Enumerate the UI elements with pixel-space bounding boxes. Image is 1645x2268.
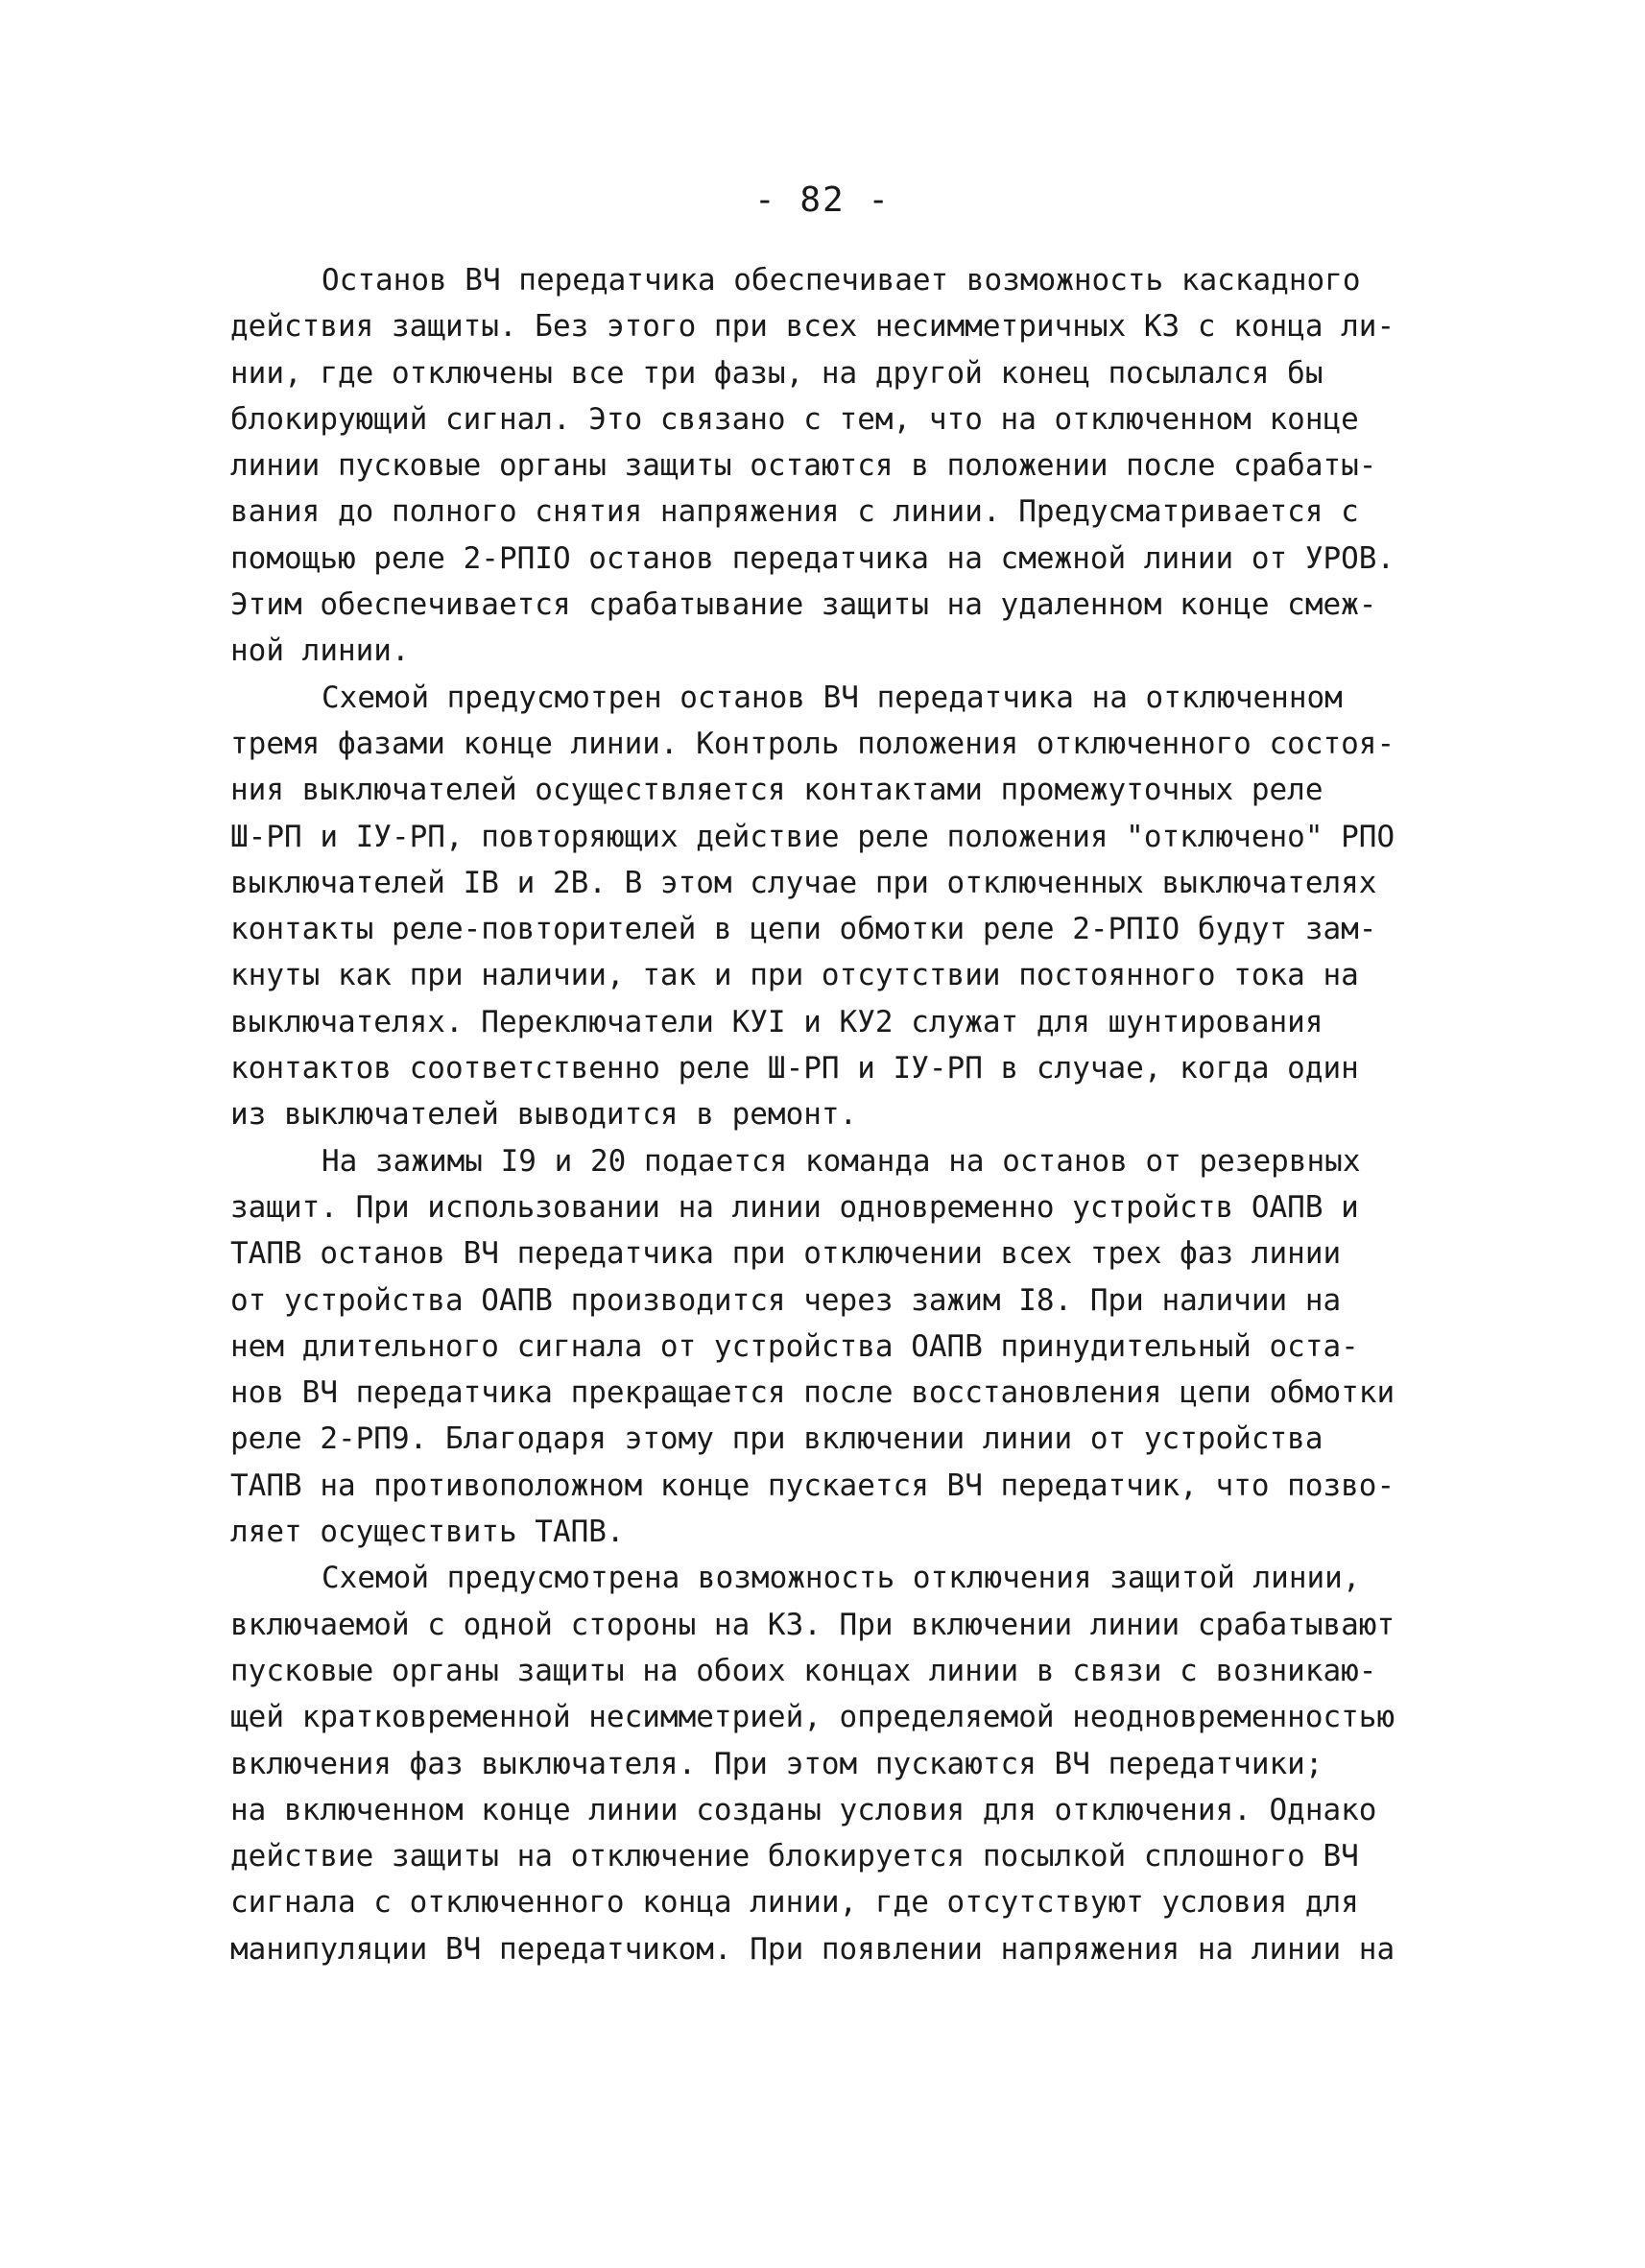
text-line: защит. При использовании на линии одновременно устройств ОАПВ и [230, 1189, 1359, 1225]
text-line: выключателях. Переключатели КУI и КУ2 служат для шунтирования [230, 1004, 1323, 1039]
text-line: из выключателей выводится в ремонт. [230, 1097, 858, 1133]
text-line: ния выключателей осуществляется контактами промежуточных реле [230, 773, 1323, 808]
text-line: Останов ВЧ передатчика обеспечивает возможность каскадного [322, 263, 1361, 298]
text-line: реле 2-РП9. Благодаря этому при включении линии от устройства [230, 1421, 1323, 1457]
text-line: помощью реле 2-РПIО останов передатчика на смежной линии от УРОВ. [230, 540, 1395, 576]
text-line: контактов соответственно реле Ш-РП и IУ-РП в случае, когда один [230, 1051, 1359, 1086]
text-line: нии, где отключены все три фазы, на другой конец посылался бы [230, 355, 1323, 391]
text-line: ной линии. [230, 633, 410, 669]
text-line: действия защиты. Без этого при всех несимметричных КЗ с конца ли- [230, 309, 1395, 345]
text-line: ТАПВ на противоположном конце пускается ВЧ передатчик, что позво- [230, 1468, 1395, 1503]
text-line: от устройства ОАПВ производится через зажим I8. При наличии на [230, 1282, 1342, 1318]
text-line: Этим обеспечивается срабатывание защиты на удаленном конце смеж- [230, 587, 1377, 623]
text-line: линии пусковые органы защиты остаются в положении после срабаты- [230, 448, 1377, 484]
text-line: выключателей IВ и 2В. В этом случае при отключенных выключателях [230, 865, 1377, 900]
text-line: щей кратковременной несимметрией, определяемой неодновременностью [230, 1700, 1395, 1735]
text-line: пусковые органы защиты на обоих концах линии в связи с возникаю- [230, 1653, 1377, 1688]
text-line: сигнала с отключенного конца линии, где отсутствуют условия для [230, 1885, 1359, 1921]
text-line: включаемой с одной стороны на КЗ. При включении линии срабатывают [230, 1607, 1395, 1642]
text-line: блокирующий сигнал. Это связано с тем, что на отключенном конце [230, 401, 1359, 437]
text-line: нов ВЧ передатчика прекращается после восстановления цепи обмотки [230, 1375, 1395, 1411]
body-text [230, 257, 1478, 1972]
text-line: Схемой предусмотрена возможность отключения защитой линии, [322, 1561, 1361, 1596]
text-line: тремя фазами конце линии. Контроль положения отключенного состоя- [230, 726, 1395, 761]
text-line: ляет осуществить ТАПВ. [230, 1515, 625, 1550]
text-line: включения фаз выключателя. При этом пускаются ВЧ передатчики; [230, 1746, 1323, 1781]
text-line: на включенном конце линии созданы условия для отключения. Однако [230, 1792, 1377, 1827]
text-line: Ш-РП и IУ-РП, повторяющих действие реле положения "отключено" РПО [230, 819, 1395, 854]
text-line: ТАПВ останов ВЧ передатчика при отключении всех трех фаз линии [230, 1236, 1342, 1272]
text-line: кнуты как при наличии, так и при отсутствии постоянного тока на [230, 958, 1359, 993]
text-line: вания до полного снятия напряжения с линии. Предусматривается с [230, 494, 1359, 530]
text-line: нем длительного сигнала от устройства ОАПВ принудительный оста- [230, 1328, 1359, 1364]
text-line: манипуляции ВЧ передатчиком. При появлении напряжения на линии на [230, 1931, 1395, 1967]
text-line: действие защиты на отключение блокируется посылкой сплошного ВЧ [230, 1839, 1359, 1874]
page-number: - 82 - [753, 180, 892, 220]
text-line: Схемой предусмотрен останов ВЧ передатчика на отключенном [322, 680, 1343, 715]
text-line: контакты реле-повторителей в цепи обмотки реле 2-РПIО будут зам- [230, 912, 1377, 947]
text-line: На зажимы I9 и 20 подается команда на останов от резервных [322, 1143, 1361, 1179]
